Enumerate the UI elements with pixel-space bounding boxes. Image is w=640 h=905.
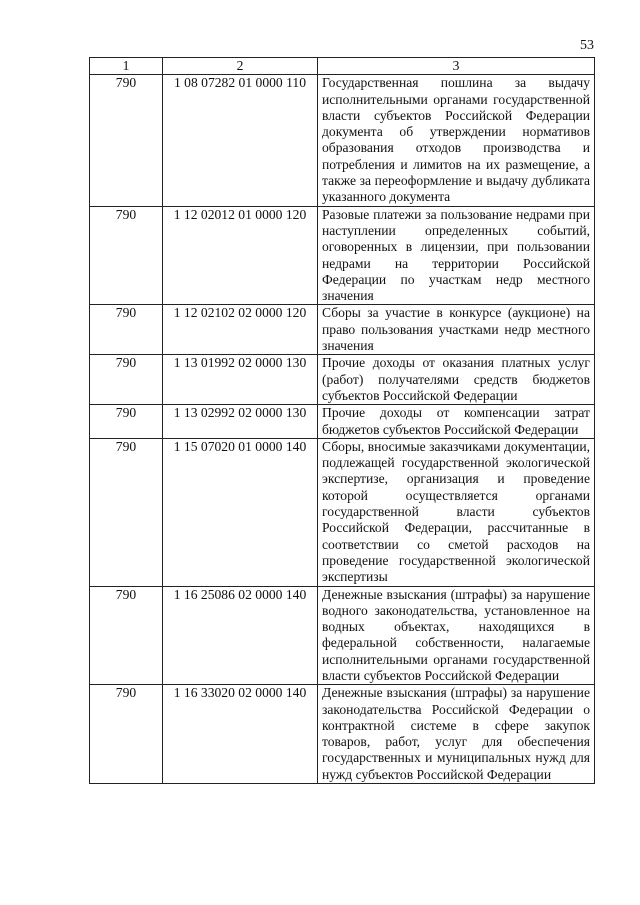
column-header-3: 3 [318,58,595,75]
revenue-name-cell: Прочие доходы от компенсации затрат бюджетов субъектов Российской Федерации [318,405,595,439]
administrator-code-cell: 790 [90,438,163,586]
administrator-code-cell: 790 [90,75,163,206]
revenue-name-cell: Государственная пошлина за выдачу исполнительными органами государственной власти субъектов Российской Федерации документа об утверждении нормативов образования отходов производства и потребления и лимитов на их размещение, а также за переоформление и выдачу дубликата указанного документа [318,75,595,206]
administrator-code-cell: 790 [90,206,163,305]
revenue-code-cell: 1 13 01992 02 0000 130 [163,355,318,405]
administrator-code-cell: 790 [90,305,163,355]
revenue-name-cell: Денежные взыскания (штрафы) за нарушение законодательства Российской Федерации о контрактной системе в сфере закупок товаров, работ, услуг для обеспечения государственных и муниципальных нужд для нужд субъектов Российской Федерации [318,685,595,784]
revenue-code-cell: 1 16 33020 02 0000 140 [163,685,318,784]
revenue-code-cell: 1 08 07282 01 0000 110 [163,75,318,206]
revenue-codes-table [89,57,595,784]
revenue-code-cell: 1 12 02012 01 0000 120 [163,206,318,305]
revenue-name-cell: Сборы, вносимые заказчиками документации, подлежащей государственной экологической экспертизе, организация и проведение которой осуществляется органами государственной власти субъектов Российской Федерации, рассчитанные в соответствии со сметой расходов на проведение государственной экологической экспертизы [318,438,595,586]
table-row [90,405,595,439]
table-row [90,586,595,685]
revenue-name-cell: Денежные взыскания (штрафы) за нарушение водного законодательства, установленное на водных объектах, находящихся в федеральной собственности, налагаемые исполнительными органами государственной власти субъектов Российской Федерации [318,586,595,685]
column-header-2: 2 [163,58,318,75]
revenue-name-cell: Сборы за участие в конкурсе (аукционе) на право пользования участками недр местного значения [318,305,595,355]
table-row [90,305,595,355]
table-row [90,75,595,206]
administrator-code-cell: 790 [90,685,163,784]
revenue-name-cell: Прочие доходы от оказания платных услуг (работ) получателями средств бюджетов субъектов Российской Федерации [318,355,595,405]
revenue-code-cell: 1 16 25086 02 0000 140 [163,586,318,685]
page-number: 53 [580,38,594,53]
administrator-code-cell: 790 [90,355,163,405]
administrator-code-cell: 790 [90,586,163,685]
table-row [90,438,595,586]
table-row [90,206,595,305]
administrator-code-cell: 790 [90,405,163,439]
table-row [90,685,595,784]
column-header-1: 1 [90,58,163,75]
table-row [90,355,595,405]
revenue-code-cell: 1 15 07020 01 0000 140 [163,438,318,586]
revenue-code-cell: 1 13 02992 02 0000 130 [163,405,318,439]
revenue-name-cell: Разовые платежи за пользование недрами при наступлении определенных событий, оговоренных в лицензии, при пользовании недрами на территории Российской Федерации по участкам недр местного значения [318,206,595,305]
revenue-code-cell: 1 12 02102 02 0000 120 [163,305,318,355]
table-header-row [90,58,595,75]
